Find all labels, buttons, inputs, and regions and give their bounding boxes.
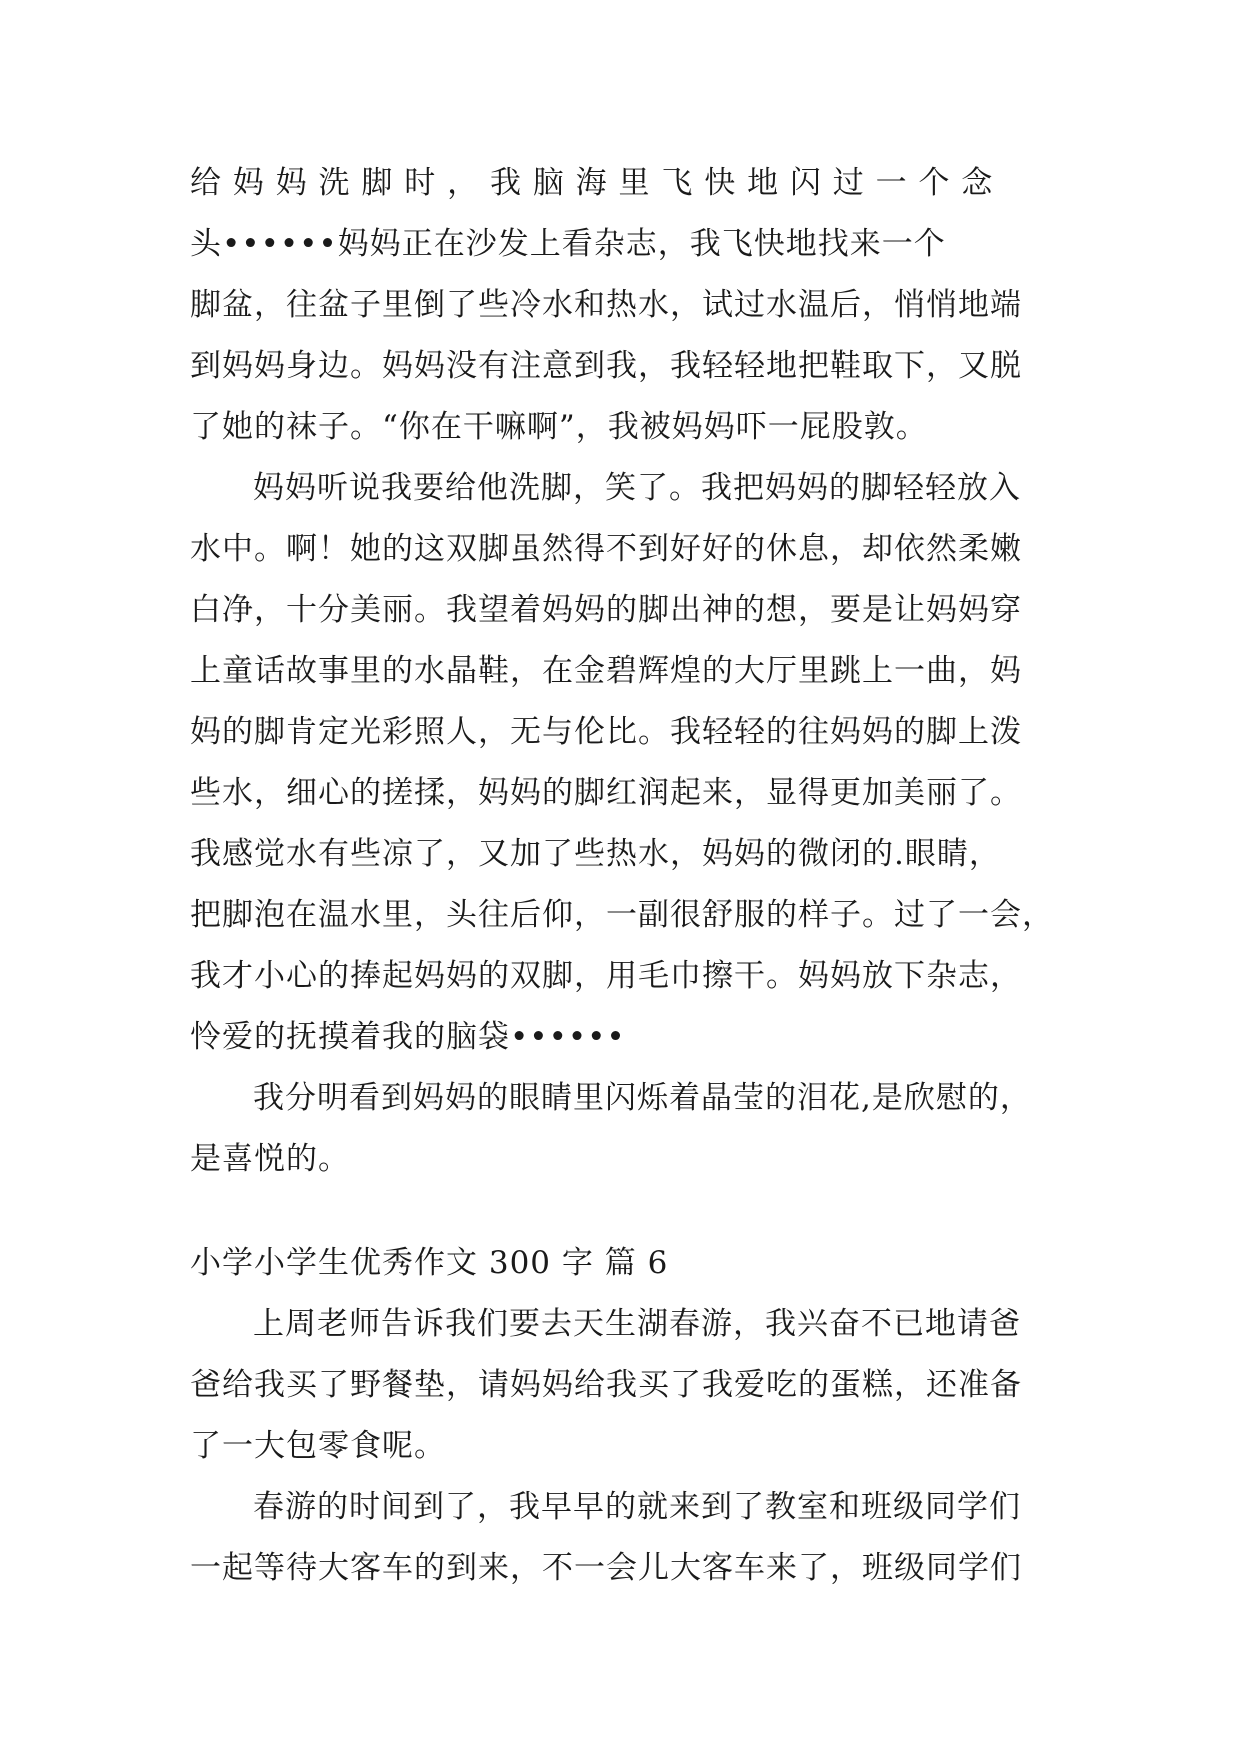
text-line: 一起等待大客车的到来，不一会儿大客车来了，班级同学们 (190, 1550, 1022, 1586)
text-line: 我感觉水有些凉了，又加了些热水，妈妈的微闭的.眼睛， (190, 836, 1001, 872)
text-line: 水中。啊！她的这双脚虽然得不到好好的休息，却依然柔嫩 (190, 531, 1022, 567)
paragraph-start-line: 上周老师告诉我们要去天生湖春游，我兴奋不已地请爸 (253, 1306, 1021, 1342)
text-line: 了一大包零食呢。 (190, 1428, 446, 1464)
text-line: 脚盆，往盆子里倒了些冷水和热水，试过水温后，悄悄地端 (190, 287, 1022, 323)
section-heading: 小学小学生优秀作文 300 字 篇 6 (190, 1245, 669, 1281)
text-line: 白净，十分美丽。我望着妈妈的脚出神的想，要是让妈妈穿 (190, 592, 1022, 628)
text-line: 到妈妈身边。妈妈没有注意到我，我轻轻地把鞋取下，又脱 (190, 348, 1022, 384)
text-line: 些水，细心的搓揉，妈妈的脚红润起来，显得更加美丽了。 (190, 775, 1022, 811)
text-line: 给 妈 妈 洗 脚 时 ， 我 脑 海 里 飞 快 地 闪 过 一 个 念 (190, 165, 994, 201)
text-line: 是喜悦的。 (190, 1141, 350, 1177)
text-line: 怜爱的抚摸着我的脑袋•••••• (190, 1019, 626, 1055)
text-line: 我才小心的捧起妈妈的双脚，用毛巾擦干。妈妈放下杂志， (190, 958, 1022, 994)
text-line: 把脚泡在温水里，头往后仰，一副很舒服的样子。过了一会， (190, 897, 1054, 933)
text-line: 妈的脚肯定光彩照人，无与伦比。我轻轻的往妈妈的脚上泼 (190, 714, 1022, 750)
paragraph-start-line: 妈妈听说我要给他洗脚，笑了。我把妈妈的脚轻轻放入 (253, 470, 1021, 506)
paragraph-start-line: 春游的时间到了，我早早的就来到了教室和班级同学们 (253, 1489, 1021, 1525)
text-line: 了她的袜子。“你在干嘛啊”，我被妈妈吓一屁股敦。 (190, 409, 928, 445)
text-line: 爸给我买了野餐垫，请妈妈给我买了我爱吃的蛋糕，还准备 (190, 1367, 1022, 1403)
paragraph-start-line: 我分明看到妈妈的眼睛里闪烁着晶莹的泪花,是欣慰的， (253, 1080, 1032, 1116)
text-line: 头••••••妈妈正在沙发上看杂志，我飞快地找来一个 (190, 226, 946, 262)
text-line: 上童话故事里的水晶鞋，在金碧辉煌的大厅里跳上一曲，妈 (190, 653, 1022, 689)
